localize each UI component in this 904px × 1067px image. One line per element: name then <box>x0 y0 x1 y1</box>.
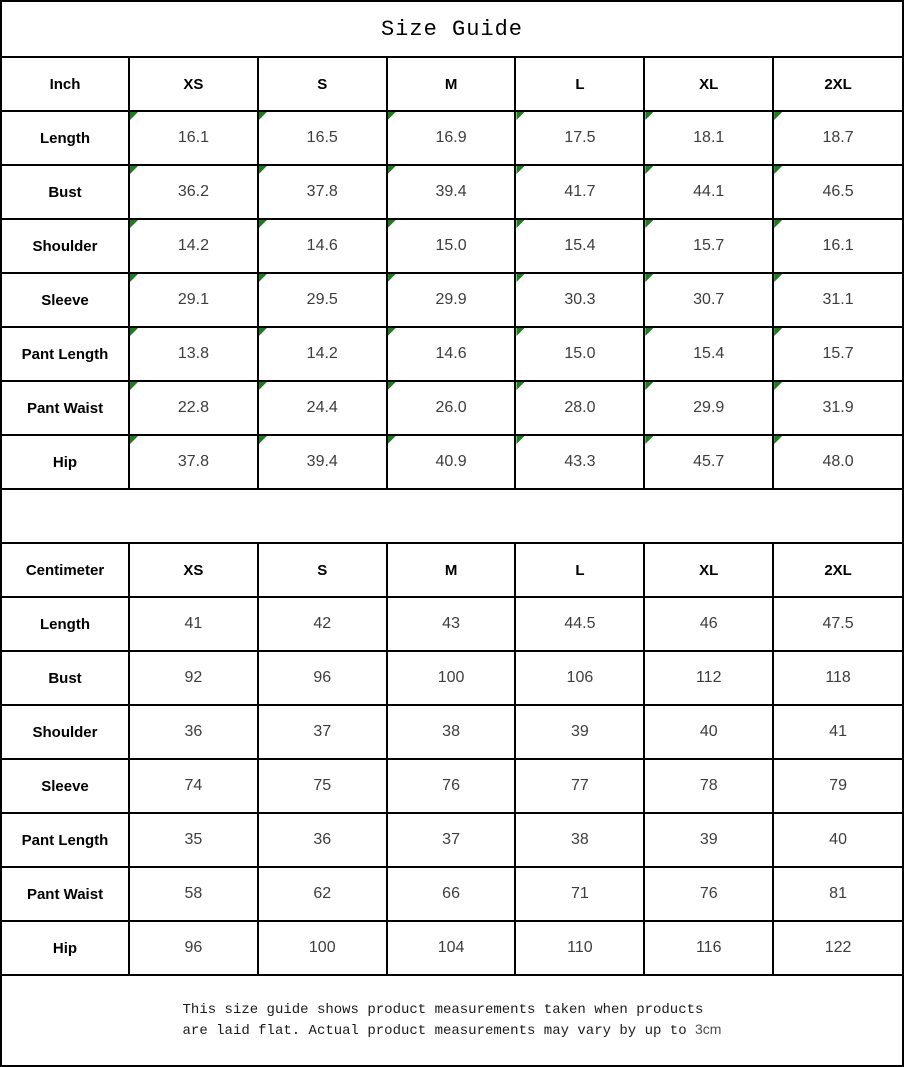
cell-inch-bust-xl: 44.1 <box>644 165 773 219</box>
centimeter-row-label-hip: Hip <box>2 921 129 975</box>
cell-centimeter-pant-waist-xs: 58 <box>129 867 258 921</box>
cell-inch-pant-length-s: 14.2 <box>258 327 387 381</box>
cell-centimeter-hip-s: 100 <box>258 921 387 975</box>
cell-centimeter-pant-length-s: 36 <box>258 813 387 867</box>
cell-inch-hip-2xl: 48.0 <box>773 435 902 489</box>
cell-flag-triangle-icon <box>259 166 267 174</box>
cell-centimeter-sleeve-xl: 78 <box>644 759 773 813</box>
cell-flag-triangle-icon <box>645 220 653 228</box>
cell-inch-bust-m: 39.4 <box>387 165 516 219</box>
cell-flag-triangle-icon <box>388 166 396 174</box>
cell-flag-triangle-icon <box>388 220 396 228</box>
centimeter-row-hip <box>2 921 902 975</box>
inch-size-header-2xl: 2XL <box>773 57 902 111</box>
cell-inch-pant-length-l: 15.0 <box>515 327 644 381</box>
centimeter-size-header-xl: XL <box>644 543 773 597</box>
table-spacer <box>2 490 902 542</box>
cell-inch-sleeve-m: 29.9 <box>387 273 516 327</box>
cell-inch-bust-l: 41.7 <box>515 165 644 219</box>
cell-centimeter-length-m: 43 <box>387 597 516 651</box>
inch-row-label-hip: Hip <box>2 435 129 489</box>
cell-centimeter-pant-length-xl: 39 <box>644 813 773 867</box>
cell-flag-triangle-icon <box>259 274 267 282</box>
cell-inch-pant-length-xs: 13.8 <box>129 327 258 381</box>
inch-row-label-shoulder: Shoulder <box>2 219 129 273</box>
cell-inch-bust-2xl: 46.5 <box>773 165 902 219</box>
inch-row-label-bust: Bust <box>2 165 129 219</box>
inch-row-shoulder <box>2 219 902 273</box>
cell-centimeter-sleeve-2xl: 79 <box>773 759 902 813</box>
cell-centimeter-sleeve-l: 77 <box>515 759 644 813</box>
cell-inch-pant-length-2xl: 15.7 <box>773 327 902 381</box>
inch-size-header-s: S <box>258 57 387 111</box>
cell-flag-triangle-icon <box>130 382 138 390</box>
cell-inch-hip-s: 39.4 <box>258 435 387 489</box>
cell-inch-length-m: 16.9 <box>387 111 516 165</box>
cell-centimeter-bust-m: 100 <box>387 651 516 705</box>
cell-centimeter-hip-xs: 96 <box>129 921 258 975</box>
inch-row-label-pant-waist: Pant Waist <box>2 381 129 435</box>
cell-centimeter-pant-waist-2xl: 81 <box>773 867 902 921</box>
cell-flag-triangle-icon <box>774 436 782 444</box>
cell-flag-triangle-icon <box>645 382 653 390</box>
cell-inch-pant-waist-m: 26.0 <box>387 381 516 435</box>
footer-line-1: This size guide shows product measurements taken when products <box>182 1001 704 1018</box>
footer-note <box>2 976 902 1065</box>
cell-inch-shoulder-xs: 14.2 <box>129 219 258 273</box>
footer-line-2 <box>183 1020 722 1041</box>
cell-centimeter-hip-m: 104 <box>387 921 516 975</box>
cell-flag-triangle-icon <box>259 382 267 390</box>
cell-flag-triangle-icon <box>774 328 782 336</box>
cell-flag-triangle-icon <box>130 166 138 174</box>
inch-row-hip <box>2 435 902 489</box>
cell-flag-triangle-icon <box>388 112 396 120</box>
cell-centimeter-length-s: 42 <box>258 597 387 651</box>
inch-row-pant-waist <box>2 381 902 435</box>
cell-inch-length-xs: 16.1 <box>129 111 258 165</box>
cell-inch-hip-xs: 37.8 <box>129 435 258 489</box>
centimeter-row-label-pant-waist: Pant Waist <box>2 867 129 921</box>
cell-inch-pant-length-m: 14.6 <box>387 327 516 381</box>
cell-centimeter-sleeve-xs: 74 <box>129 759 258 813</box>
centimeter-size-header-m: M <box>387 543 516 597</box>
cell-flag-triangle-icon <box>388 274 396 282</box>
centimeter-row-label-bust: Bust <box>2 651 129 705</box>
cell-flag-triangle-icon <box>259 328 267 336</box>
cell-centimeter-bust-xs: 92 <box>129 651 258 705</box>
cell-centimeter-length-xl: 46 <box>644 597 773 651</box>
centimeter-row-label-sleeve: Sleeve <box>2 759 129 813</box>
cell-centimeter-pant-length-l: 38 <box>515 813 644 867</box>
cell-inch-sleeve-l: 30.3 <box>515 273 644 327</box>
cell-centimeter-hip-l: 110 <box>515 921 644 975</box>
cell-centimeter-length-2xl: 47.5 <box>773 597 902 651</box>
inch-row-sleeve <box>2 273 902 327</box>
inch-size-table <box>2 56 902 490</box>
cell-flag-triangle-icon <box>388 436 396 444</box>
cell-inch-pant-waist-l: 28.0 <box>515 381 644 435</box>
cell-centimeter-bust-l: 106 <box>515 651 644 705</box>
cell-flag-triangle-icon <box>516 436 524 444</box>
cell-centimeter-pant-length-2xl: 40 <box>773 813 902 867</box>
cell-inch-sleeve-xs: 29.1 <box>129 273 258 327</box>
cell-flag-triangle-icon <box>774 220 782 228</box>
inch-row-label-sleeve: Sleeve <box>2 273 129 327</box>
inch-size-header-l: L <box>515 57 644 111</box>
cell-centimeter-length-xs: 41 <box>129 597 258 651</box>
cell-centimeter-shoulder-l: 39 <box>515 705 644 759</box>
centimeter-size-header-2xl: 2XL <box>773 543 902 597</box>
centimeter-row-pant-length <box>2 813 902 867</box>
footer-line-2-prefix: are laid flat. Actual product measurements may vary by up to <box>182 1022 696 1039</box>
cell-inch-hip-l: 43.3 <box>515 435 644 489</box>
cell-inch-shoulder-2xl: 16.1 <box>773 219 902 273</box>
inch-row-pant-length <box>2 327 902 381</box>
cell-centimeter-pant-waist-l: 71 <box>515 867 644 921</box>
cell-inch-bust-s: 37.8 <box>258 165 387 219</box>
inch-row-bust <box>2 165 902 219</box>
inch-size-header-m: M <box>387 57 516 111</box>
cell-centimeter-shoulder-xl: 40 <box>644 705 773 759</box>
inch-size-header-xs: XS <box>129 57 258 111</box>
cell-flag-triangle-icon <box>516 328 524 336</box>
cell-flag-triangle-icon <box>516 112 524 120</box>
inch-unit-header: Inch <box>2 57 129 111</box>
cell-flag-triangle-icon <box>645 112 653 120</box>
cell-centimeter-pant-length-m: 37 <box>387 813 516 867</box>
cell-inch-shoulder-s: 14.6 <box>258 219 387 273</box>
centimeter-row-pant-waist <box>2 867 902 921</box>
inch-row-label-pant-length: Pant Length <box>2 327 129 381</box>
centimeter-row-bust <box>2 651 902 705</box>
centimeter-header-row <box>2 543 902 597</box>
cell-inch-sleeve-xl: 30.7 <box>644 273 773 327</box>
cell-centimeter-sleeve-m: 76 <box>387 759 516 813</box>
centimeter-row-label-shoulder: Shoulder <box>2 705 129 759</box>
cell-flag-triangle-icon <box>259 220 267 228</box>
cell-centimeter-bust-s: 96 <box>258 651 387 705</box>
cell-centimeter-shoulder-s: 37 <box>258 705 387 759</box>
centimeter-size-table <box>2 542 902 976</box>
cell-flag-triangle-icon <box>130 220 138 228</box>
cell-inch-pant-waist-2xl: 31.9 <box>773 381 902 435</box>
cell-flag-triangle-icon <box>774 382 782 390</box>
cell-centimeter-bust-2xl: 118 <box>773 651 902 705</box>
cell-centimeter-shoulder-m: 38 <box>387 705 516 759</box>
centimeter-unit-header: Centimeter <box>2 543 129 597</box>
cell-flag-triangle-icon <box>645 436 653 444</box>
cell-flag-triangle-icon <box>516 166 524 174</box>
cell-flag-triangle-icon <box>645 166 653 174</box>
cell-inch-sleeve-s: 29.5 <box>258 273 387 327</box>
cell-flag-triangle-icon <box>259 436 267 444</box>
cell-flag-triangle-icon <box>645 328 653 336</box>
cell-centimeter-pant-waist-m: 66 <box>387 867 516 921</box>
centimeter-row-shoulder <box>2 705 902 759</box>
cell-flag-triangle-icon <box>388 382 396 390</box>
cell-inch-sleeve-2xl: 31.1 <box>773 273 902 327</box>
cell-inch-shoulder-xl: 15.7 <box>644 219 773 273</box>
cell-inch-length-l: 17.5 <box>515 111 644 165</box>
cell-centimeter-length-l: 44.5 <box>515 597 644 651</box>
cell-centimeter-sleeve-s: 75 <box>258 759 387 813</box>
cell-inch-hip-m: 40.9 <box>387 435 516 489</box>
cell-centimeter-pant-length-xs: 35 <box>129 813 258 867</box>
cell-inch-hip-xl: 45.7 <box>644 435 773 489</box>
centimeter-row-label-pant-length: Pant Length <box>2 813 129 867</box>
cell-flag-triangle-icon <box>774 112 782 120</box>
cell-flag-triangle-icon <box>516 382 524 390</box>
cell-inch-length-2xl: 18.7 <box>773 111 902 165</box>
centimeter-size-header-xs: XS <box>129 543 258 597</box>
cell-centimeter-pant-waist-s: 62 <box>258 867 387 921</box>
page-title: Size Guide <box>380 16 524 42</box>
cell-centimeter-shoulder-2xl: 41 <box>773 705 902 759</box>
footer-3cm-value: 3cm <box>695 1020 722 1037</box>
cell-inch-shoulder-l: 15.4 <box>515 219 644 273</box>
cell-inch-bust-xs: 36.2 <box>129 165 258 219</box>
cell-inch-shoulder-m: 15.0 <box>387 219 516 273</box>
cell-centimeter-hip-xl: 116 <box>644 921 773 975</box>
centimeter-size-header-l: L <box>515 543 644 597</box>
cell-inch-pant-length-xl: 15.4 <box>644 327 773 381</box>
footer-text <box>183 1001 722 1041</box>
inch-size-header-xl: XL <box>644 57 773 111</box>
cell-flag-triangle-icon <box>645 274 653 282</box>
cell-flag-triangle-icon <box>516 220 524 228</box>
cell-flag-triangle-icon <box>259 112 267 120</box>
cell-flag-triangle-icon <box>774 166 782 174</box>
cell-flag-triangle-icon <box>130 112 138 120</box>
cell-centimeter-shoulder-xs: 36 <box>129 705 258 759</box>
cell-inch-length-s: 16.5 <box>258 111 387 165</box>
cell-inch-length-xl: 18.1 <box>644 111 773 165</box>
cell-flag-triangle-icon <box>130 274 138 282</box>
cell-flag-triangle-icon <box>130 436 138 444</box>
centimeter-row-sleeve <box>2 759 902 813</box>
centimeter-row-label-length: Length <box>2 597 129 651</box>
cell-inch-pant-waist-xl: 29.9 <box>644 381 773 435</box>
inch-row-length <box>2 111 902 165</box>
inch-header-row <box>2 57 902 111</box>
centimeter-size-header-s: S <box>258 543 387 597</box>
centimeter-row-length <box>2 597 902 651</box>
cell-flag-triangle-icon <box>130 328 138 336</box>
cell-centimeter-pant-waist-xl: 76 <box>644 867 773 921</box>
inch-row-label-length: Length <box>2 111 129 165</box>
cell-flag-triangle-icon <box>516 274 524 282</box>
cell-inch-pant-waist-s: 24.4 <box>258 381 387 435</box>
cell-centimeter-bust-xl: 112 <box>644 651 773 705</box>
cell-centimeter-hip-2xl: 122 <box>773 921 902 975</box>
cell-inch-pant-waist-xs: 22.8 <box>129 381 258 435</box>
cell-flag-triangle-icon <box>774 274 782 282</box>
cell-flag-triangle-icon <box>388 328 396 336</box>
